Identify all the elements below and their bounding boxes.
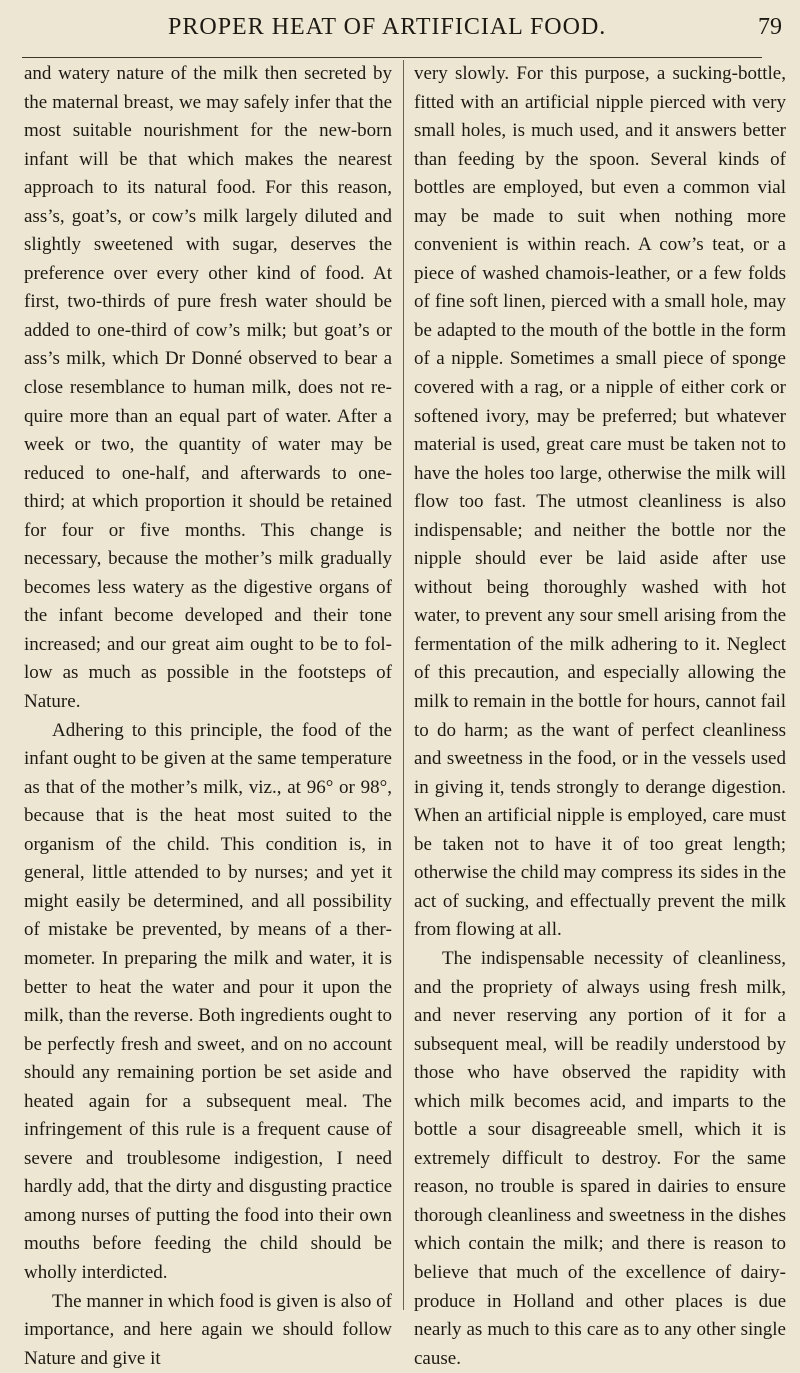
page-number: 79	[758, 14, 782, 40]
running-title: PROPER HEAT OF ARTIFICIAL FOOD.	[168, 14, 607, 40]
paragraph: Adhering to this principle, the food of the infant ought to be given at the same temperature as that of the mother’s milk, viz., at 96° or 98°, because that is the heat most suited to the organism of the child. This condition is, in general, little attended to by nurses; and yet it might easily be determined, and all possibility of mistake be prevented, by means of a thermometer. In preparing the milk and water, it is better to heat the water and pour it upon the milk, than the reverse. Both ingredients ought to be perfectly fresh and sweet, and on no account should any remaining portion be set aside and heated again for a subsequent meal. The infringement of this rule is a frequent cause of severe and troublesome indigestion, I need hardly add, that the dirty and disgusting practice among nurses of putting the food into their own mouths before feeding the child should be wholly interdicted.	[24, 719, 392, 1283]
paragraph: The indispensable necessity of cleanliness, and the propriety of always using fresh milk, and never reserving any portion of it for a subsequent meal, will be readily understood by those who have observed the rapidity with which milk becomes acid, and imparts to the bottle a sour disagreeable smell, which it is extremely difficult to destroy. For the same reason, no trouble is spared in dairies to ensure thorough cleanliness and sweetness in the dishes which contain the milk; and there is reason to believe that much of the excellence of dairy-produce in Holland and other places is due nearly as much to this care as to any other single cause.	[414, 947, 786, 1369]
left-column	[24, 60, 392, 1373]
column-divider	[403, 60, 404, 1310]
paragraph: and watery nature of the milk then secreted by the maternal breast, we may safely infer that the most suitable nourishment for the new-born infant will be that which makes the nearest approach to its natural food. For this reason, ass’s, goat’s, or cow’s milk largely diluted and slightly sweetened with sugar, deserves the preference over every other kind of food. At first, two-thirds of pure fresh water should be added to one-third of cow’s milk; but goat’s or ass’s milk, which Dr Donné observed to bear a close resemblance to human milk, does not require more than an equal part of water. After a week or two, the quantity of water may be reduced to one-half, and afterwards to one-third; at which proportion it should be retained for four or five months. This change is necessary, because the mother’s milk gradually becomes less watery as the digestive organs of the infant become developed and their tone increased; and our great aim ought to be to follow as much as possible in the footsteps of Nature.	[24, 63, 392, 713]
right-column	[414, 60, 786, 1373]
running-header	[0, 14, 800, 48]
paragraph: The manner in which food is given is also of importance, and here again we should follow Nature and give it	[24, 1290, 392, 1369]
paragraph: very slowly. For this purpose, a sucking-bottle, fitted with an artificial nipple pierced with very small holes, is much used, and it answers better than feeding by the spoon. Several kinds of bottles are employed, but even a common vial may be made to suit when nothing more convenient is within reach. A cow’s teat, or a piece of washed chamois-leather, or a few folds of fine soft linen, pierced with a small hole, may be adapted to the mouth of the bottle in the form of a nipple. Sometimes a small piece of sponge covered with a rag, or a nipple of either cork or softened ivory, may be preferred; but whatever material is used, great care must be taken not to have the holes too large, otherwise the milk will flow too fast. The utmost cleanliness is also indispensable; and neither the bottle nor the nipple should ever be laid aside after use without being thoroughly washed with hot water, to prevent any sour smell arising from the fermentation of the milk adhering to it. Neglect of this precaution, and especially allowing the milk to remain in the bottle for hours, cannot fail to do harm; as the want of perfect cleanliness and sweetness in the food, or in the vessels used in giving it, tends strongly to derange digestion. When an artificial nipple is employed, care must be taken not to have it of too great length; otherwise the child may compress its sides in the act of sucking, and effectually prevent the milk from flowing at all.	[414, 63, 786, 941]
header-rule	[22, 57, 762, 58]
